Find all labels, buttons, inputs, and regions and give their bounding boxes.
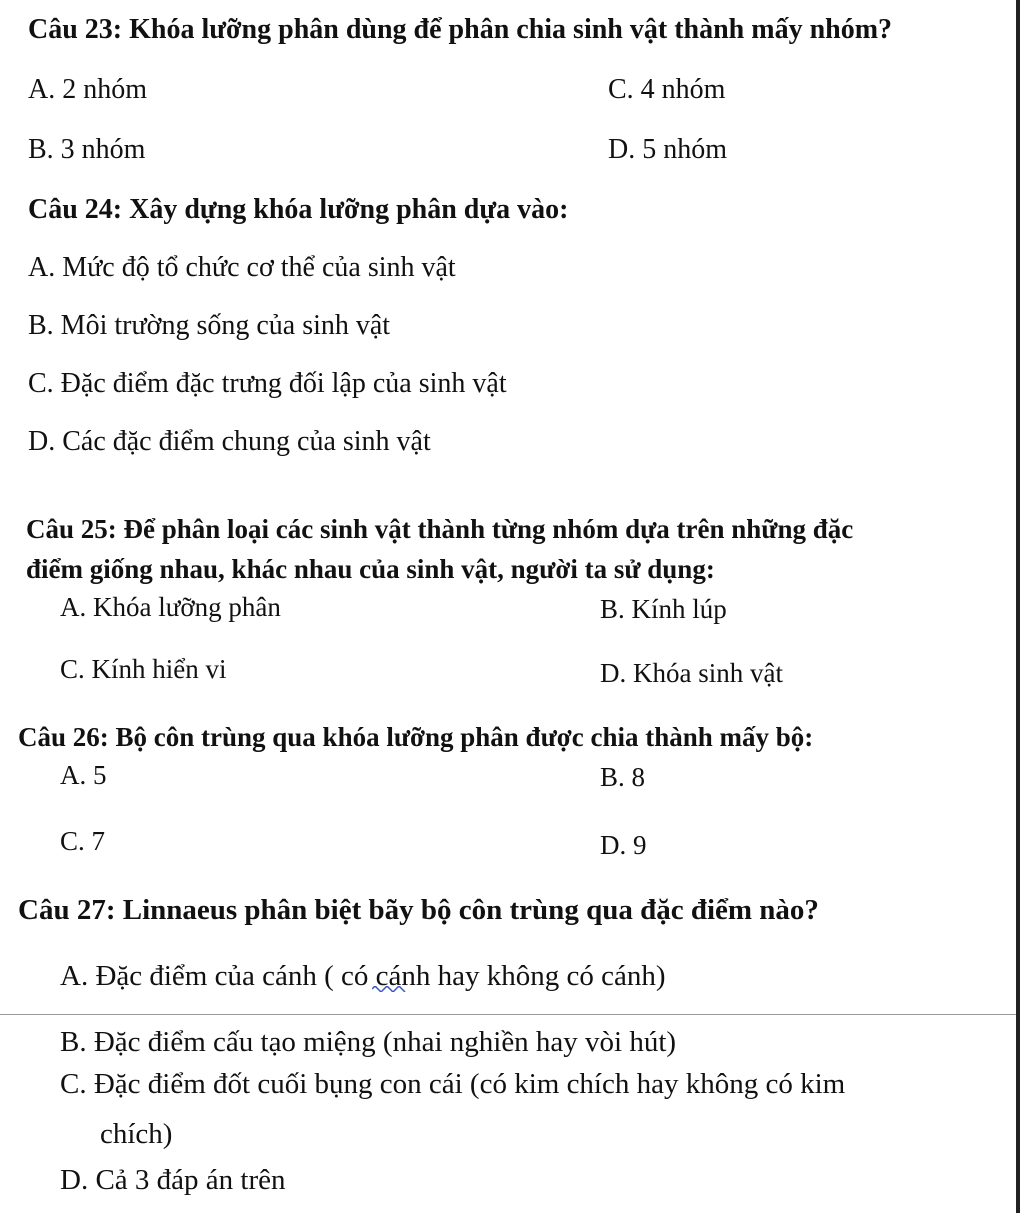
question-27-option-c-line-2: chích)	[100, 1118, 173, 1150]
question-23-title: Câu 23: Khóa lưỡng phân dùng để phân chia sinh vật thành mấy nhóm?	[28, 14, 893, 45]
question-27-option-d: D. Cả 3 đáp án trên	[60, 1164, 286, 1196]
page-border-right	[1016, 0, 1020, 1213]
question-23-option-a: A. 2 nhóm	[28, 74, 147, 105]
question-25-option-d: D. Khóa sinh vật	[600, 658, 783, 688]
question-24-option-d: D. Các đặc điểm chung của sinh vật	[28, 426, 431, 457]
question-23-option-d: D. 5 nhóm	[608, 134, 727, 165]
question-27-option-b: B. Đặc điểm cấu tạo miệng (nhai nghiền hay vòi hút)	[60, 1026, 677, 1058]
question-24-option-c: C. Đặc điểm đặc trưng đối lập của sinh vật	[28, 368, 507, 399]
question-26-title: Câu 26: Bộ côn trùng qua khóa lưỡng phân được chia thành mấy bộ:	[18, 722, 814, 752]
question-23-option-b: B. 3 nhóm	[28, 134, 146, 165]
question-25-option-b: B. Kính lúp	[600, 594, 727, 624]
question-26-option-a: A. 5	[60, 760, 107, 790]
question-27-option-c-line-1: C. Đặc điểm đốt cuối bụng con cái (có kim chích hay không có kim	[60, 1068, 846, 1100]
question-26-option-d: D. 9	[600, 830, 647, 860]
question-26-option-c: C. 7	[60, 826, 106, 856]
horizontal-divider	[0, 1014, 1016, 1015]
question-26-option-b: B. 8	[600, 762, 646, 792]
question-25-option-c: C. Kính hiển vi	[60, 654, 227, 684]
question-27-title: Câu 27: Linnaeus phân biệt bãy bộ côn trùng qua đặc điểm nào?	[18, 894, 819, 926]
question-25-title-line-1: Câu 25: Để phân loại các sinh vật thành từng nhóm dựa trên những đặc	[26, 514, 854, 544]
question-25-option-a: A. Khóa lưỡng phân	[60, 592, 281, 622]
question-25-title-line-2: điểm giống nhau, khác nhau của sinh vật, người ta sử dụng:	[26, 554, 715, 584]
spellcheck-underline	[372, 986, 406, 992]
question-24-title: Câu 24: Xây dựng khóa lưỡng phân dựa vào:	[28, 194, 569, 225]
question-24-option-b: B. Môi trường sống của sinh vật	[28, 310, 391, 341]
question-27-option-a: A. Đặc điểm của cánh ( có cánh hay không có cánh)	[60, 960, 666, 992]
question-24-option-a: A. Mức độ tổ chức cơ thể của sinh vật	[28, 252, 456, 283]
question-23-option-c: C. 4 nhóm	[608, 74, 726, 105]
